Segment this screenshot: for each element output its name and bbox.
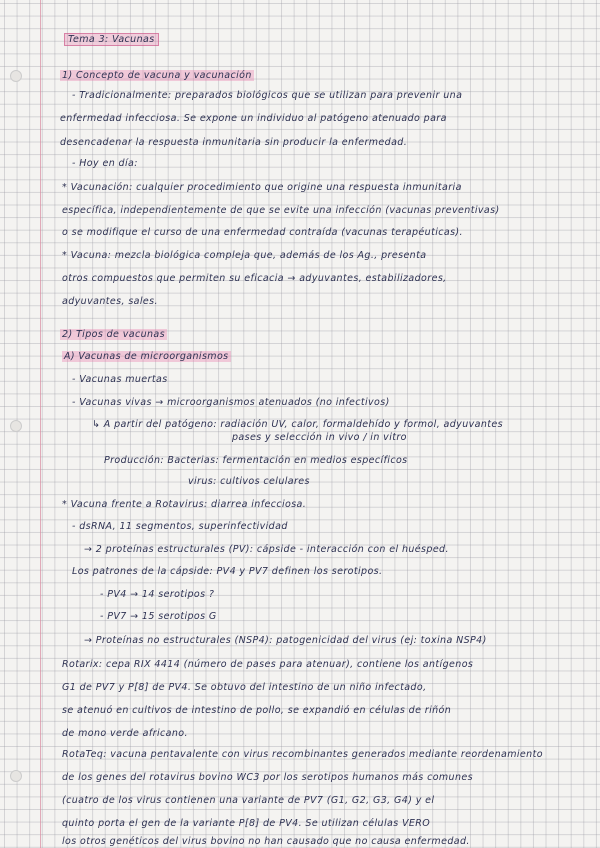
- page-title: Tema 3: Vacunas: [64, 34, 159, 46]
- text-line: → Proteínas no estructurales (NSP4): patogenicidad del virus (ej: toxina NSP4): [84, 635, 487, 646]
- text-line: Los patrones de la cápside: PV4 y PV7 definen los serotipos.: [72, 566, 383, 577]
- text-line: - Hoy en día:: [72, 158, 138, 169]
- text-line: pases y selección in vivo / in vitro: [232, 432, 407, 443]
- punch-hole: [10, 70, 22, 82]
- text-line: G1 de PV7 y P[8] de PV4. Se obtuvo del intestino de un niño infectado,: [62, 682, 427, 693]
- text-line: - PV4 → 14 serotipos ?: [100, 589, 215, 600]
- text-line: de mono verde africano.: [62, 728, 188, 739]
- text-line: adyuvantes, sales.: [62, 296, 158, 307]
- text-line: Rotarix: cepa RIX 4414 (número de pases para atenuar), contiene los antígenos: [62, 659, 474, 670]
- text-line: * Vacunación: cualquier procedimiento que origine una respuesta inmunitaria: [62, 182, 462, 193]
- text-line: ↳ A partir del patógeno: radiación UV, calor, formaldehído y formol, adyuvantes: [92, 419, 504, 430]
- text-line: (cuatro de los virus contienen una variante de PV7 (G1, G2, G3, G4) y el: [62, 795, 435, 806]
- text-line: - Tradicionalmente: preparados biológicos que se utilizan para prevenir una: [72, 90, 463, 101]
- page-margin-line: [40, 0, 41, 848]
- text-line: desencadenar la respuesta inmunitaria sin producir la enfermedad.: [60, 137, 408, 148]
- punch-hole: [10, 770, 22, 782]
- text-line: se atenuó en cultivos de intestino de pollo, se expandió en células de riñón: [62, 705, 452, 716]
- text-line: - dsRNA, 11 segmentos, superinfectividad: [72, 521, 288, 532]
- text-line: o se modifique el curso de una enfermedad contraída (vacunas terapéuticas).: [62, 227, 463, 238]
- text-line: virus: cultivos celulares: [188, 476, 310, 487]
- text-line: de los genes del rotavirus bovino WC3 por los serotipos humanos más comunes: [62, 772, 473, 783]
- text-line: otros compuestos que permiten su eficacia → adyuvantes, estabilizadores,: [62, 273, 447, 284]
- text-line: los otros genéticos del virus bovino no han causado que no causa enfermedad.: [62, 836, 470, 847]
- text-line: * Vacuna: mezcla biológica compleja que, además de los Ag., presenta: [62, 250, 427, 261]
- text-line: RotaTeq: vacuna pentavalente con virus recombinantes generados mediante reordenamiento: [62, 749, 543, 760]
- subsection-heading: A) Vacunas de microorganismos: [64, 351, 229, 362]
- text-line: Producción: Bacterias: fermentación en medios específicos: [104, 455, 408, 466]
- text-line: específica, independientemente de que se evite una infección (vacunas preventivas): [62, 205, 500, 216]
- text-line: - Vacunas muertas: [72, 374, 168, 385]
- section-heading: 1) Concepto de vacuna y vacunación: [62, 70, 252, 81]
- text-line: - Vacunas vivas → microorganismos atenuados (no infectivos): [72, 397, 390, 408]
- text-line: → 2 proteínas estructurales (PV): cápside - interacción con el huésped.: [84, 544, 449, 555]
- text-line: * Vacuna frente a Rotavirus: diarrea infecciosa.: [62, 499, 307, 510]
- text-line: quinto porta el gen de la variante P[8] de PV4. Se utilizan células VERO: [62, 818, 431, 829]
- text-line: - PV7 → 15 serotipos G: [100, 611, 217, 622]
- text-line: enfermedad infecciosa. Se expone un individuo al patógeno atenuado para: [60, 113, 447, 124]
- section-heading: 2) Tipos de vacunas: [62, 329, 165, 340]
- punch-hole: [10, 420, 22, 432]
